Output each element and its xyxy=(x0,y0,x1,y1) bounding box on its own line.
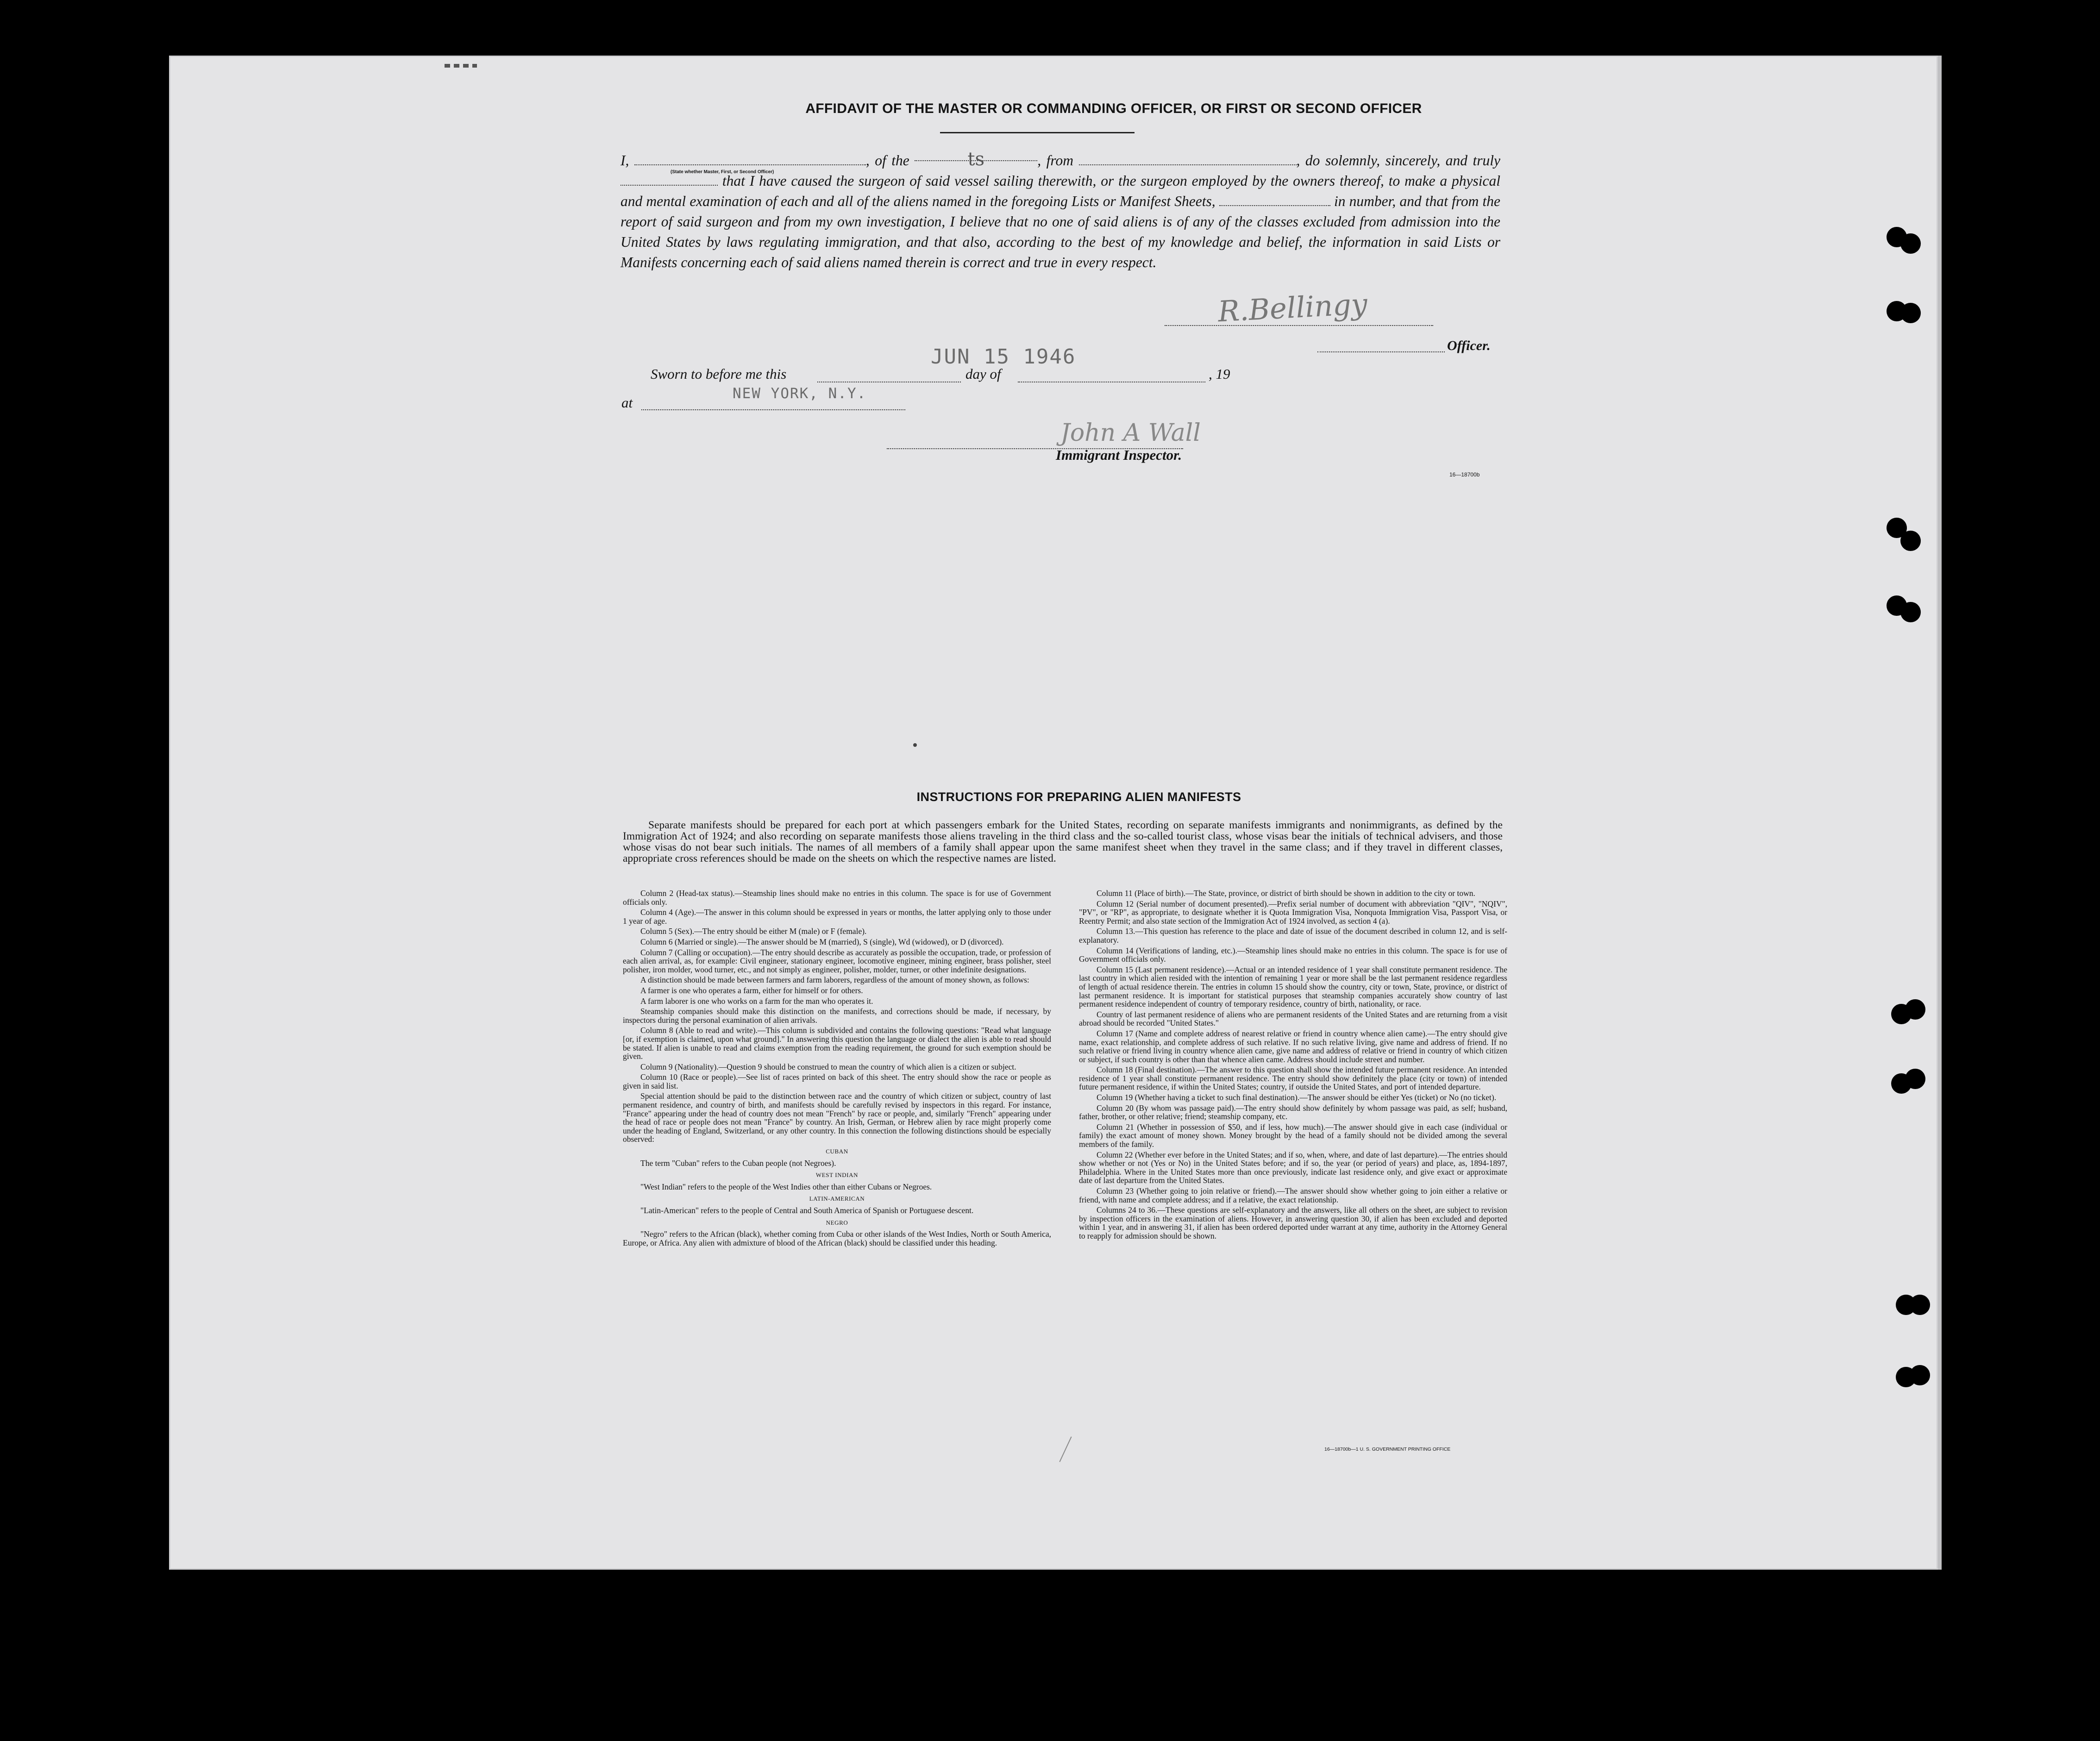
instruction-paragraph: A farm laborer is one who works on a farm for the man who operates it. xyxy=(640,996,873,1006)
instruction-paragraph: Column 13.—This question has reference to the place and date of issue of the document described in column 12, and is self-explanatory. xyxy=(1079,927,1507,945)
word-do: , do xyxy=(1296,152,1320,169)
instruction-paragraph: "Latin-American" refers to the people of Central and South America of Spanish or Portuguese descent. xyxy=(640,1206,974,1215)
sworn-text: Sworn to before me this xyxy=(651,366,787,382)
heading-cuban: CUBAN xyxy=(826,1148,848,1155)
instruction-paragraph: Column 14 (Verifications of landing, etc.).—Steamship lines should make no entries in this column. The space is for use of Government officials only. xyxy=(1079,946,1507,964)
punch-hole xyxy=(1910,1295,1930,1315)
margin-mark xyxy=(445,64,477,68)
instructions-title: INSTRUCTIONS FOR PREPARING ALIEN MANIFESTS xyxy=(916,790,1241,804)
punch-hole xyxy=(1905,999,1925,1020)
instruction-paragraph: Column 17 (Name and complete address of nearest relative or friend in country whence alien came).—The entry should give name, exact relationship, and complete address of such relative. If no such relative living, give name and address of friend. If no such relative or friend living in country whence alien came, give name and address of relative or friend in country of which citizen or subject, if such country is other than that whence alien came. Address should include street and number. xyxy=(1079,1028,1507,1064)
ship-name-handwriting: ts xyxy=(967,149,985,170)
title-underline xyxy=(940,132,1135,133)
document-page xyxy=(169,56,1938,1570)
day-of-label: day of xyxy=(965,366,1001,382)
affidavit-text-2: in number, and that from the report of said surgeon and from my own investigation, I believe that no one of said aliens is of any of the classes excluded from admission into the United States by laws regulating immigration, and that also, according to the best of my knowledge and belief, the information in said Lists or Manifests concerning each of said aliens named therein is correct and true in every respect. xyxy=(621,193,1501,270)
sheet-count-blank xyxy=(1219,194,1330,206)
instruction-paragraph: Column 21 (Whether in possession of $50, and if less, how much).—The answer should give in each case (individual or family) the exact amount of money shown. Money brought by the head of a family should not be divided among the several members of the family. xyxy=(1079,1122,1507,1149)
heading-west-indian: WEST INDIAN xyxy=(815,1171,859,1179)
instruction-paragraph: Column 23 (Whether going to join relative or friend).—The answer should show whether going to join either a relative or friend, with name and complete address; and if a relative, the exact relationship. xyxy=(1079,1186,1507,1204)
port-from-blank xyxy=(1079,153,1297,165)
inspector-label: Immigrant Inspector. xyxy=(1056,447,1182,463)
instruction-paragraph: Special attention should be paid to the distinction between race and the country of which citizen or subject, country of last permanent residence, and country of birth, and manifests should be carefully revised by inspectors in this regard. For instance, "France" appearing under the head of country does not mean "French" by race or people, and, similarly "French" appearing under the head of race or people does not mean "France" by country. An Irish, German, or Hebrew alien by race might properly come under the heading of England, Switzerland, or any other country. In this connection the following distinctions should be especially observed: xyxy=(623,1091,1051,1144)
instruction-paragraph: Column 2 (Head-tax status).—Steamship lines should make no entries in this column. The space is for use of Government officials only. xyxy=(623,889,1051,907)
place-stamp: NEW YORK, N.Y. xyxy=(733,385,867,402)
instruction-paragraph: Country of last permanent residence of aliens who are permanent residents of the United States and are returning from a visit abroad should be recorded "United States." xyxy=(1079,1009,1507,1028)
instruction-paragraph: Column 6 (Married or single).—The answer should be M (married), S (single), Wd (widowed), or D (divorced). xyxy=(640,937,1004,946)
instruction-paragraph: Steamship companies should make this distinction on the manifests, and corrections should be made, if necessary, by inspectors during the personal examination of alien arrivals. xyxy=(623,1007,1051,1025)
punch-hole xyxy=(1900,303,1921,323)
month-line xyxy=(1018,381,1205,382)
officer-rank-note: (State whether Master, First, or Second Officer) xyxy=(671,169,774,175)
instruction-paragraph: Column 8 (Able to read and write).—This column is subdivided and contains the following questions: "Read what language [or, if exemption is claimed, upon what ground]." In answering this question the language or dialect the alien is able to read should be stated. If alien is unable to read and claims exemption from the reading requirement, the ground for such exemption should be given. xyxy=(623,1026,1051,1061)
officer-line xyxy=(1317,351,1445,352)
instruction-paragraph: "West Indian" refers to the people of the West Indies other than either Cubans or Negroes. xyxy=(640,1182,932,1191)
officer-rank-blank xyxy=(634,153,866,165)
instruction-paragraph: A distinction should be made between farmers and farm laborers, regardless of the amount of money shown, as follows: xyxy=(640,975,1029,985)
officer-signature: R.Bellingy xyxy=(1217,287,1368,329)
heading-negro: NEGRO xyxy=(826,1219,848,1226)
instruction-paragraph: Column 10 (Race or people).—See list of races printed on back of this sheet. The entry should show the race or people as given in said list. xyxy=(623,1072,1051,1090)
heading-latin-american: LATIN-AMERICAN xyxy=(809,1195,865,1202)
signature-line xyxy=(1165,324,1433,326)
instructions-left-column xyxy=(623,889,1051,1249)
at-label: at xyxy=(621,395,633,411)
punch-hole xyxy=(1910,1365,1930,1385)
punch-hole xyxy=(1900,602,1921,622)
instruction-paragraph: Column 11 (Place of birth).—The State, province, or district of birth should be shown in addition to the city or town. xyxy=(1097,889,1475,898)
place-line xyxy=(641,408,905,410)
date-stamp: JUN 15 1946 xyxy=(931,345,1076,369)
instruction-paragraph: A farmer is one who operates a farm, either for himself or for others. xyxy=(640,985,863,995)
punch-hole xyxy=(1900,233,1921,254)
page-edge xyxy=(1938,56,1942,1570)
speck xyxy=(913,743,917,747)
ship-name-blank xyxy=(915,149,1037,170)
instruction-paragraph: Column 15 (Last permanent residence).—Actual or an intended residence of 1 year shall constitute permanent residence. The last country in which alien resided with the intention of remaining 1 year or more shall be the last permanent residence regardless of length of actual residence therein. The entries in column 15 should show the country, city or town, State, province, or district of last permanent residence. It is important for statistical purposes that steamship companies accurately show country of last permanent residence independent of country of temporary residence, country of birth, nationality, or race. xyxy=(1079,964,1507,1009)
word-from: , from xyxy=(1037,152,1074,169)
instruction-paragraph: Column 12 (Serial number of document presented).—Prefix serial number of document with abbreviation "QIV", "NQIV", "PV", or "RP", as appropriate, to designate whether it is Quota Immigration Visa, Nonquota Immigration Visa, Passport Visa, or Reentry Permit; and also state section of the Immigration Act of 1924 involved, as section 4 (a). xyxy=(1079,899,1507,926)
punch-hole xyxy=(1900,531,1921,551)
instructions-right-column xyxy=(1079,889,1507,1242)
sworn-blank xyxy=(621,174,718,186)
instructions-intro: Separate manifests should be prepared for each port at which passengers embark for the United States, recording on separate manifests immigrants and nonimmigrants, as defined by the Immigration Act of 1924; and also recording on separate manifests those aliens traveling in the third class and the so-called tourist class, whose visas bear the initials of technical advisers, and those whose visas do not bear such initials. The names of all members of a family shall appear upon the same manifest sheet when they travel in the same class; and if they travel in different classes, appropriate cross references should be made on the sheets on which the respective names are listed. xyxy=(623,819,1503,864)
word-solemnly: solemnly, sincerely, and truly xyxy=(1325,152,1501,169)
instruction-paragraph: Column 20 (By whom was passage paid).—The entry should show definitely by whom passage was paid, as self; husband, father, brother, or other relative; friend; steamship company, etc. xyxy=(1079,1103,1507,1121)
instruction-paragraph: Column 5 (Sex).—The entry should be either M (male) or F (female). xyxy=(640,927,867,936)
affidavit-title: AFFIDAVIT OF THE MASTER OR COMMANDING OFFICER, OR FIRST OR SECOND OFFICER xyxy=(805,101,1422,116)
instruction-paragraph: Column 4 (Age).—The answer in this column should be expressed in years or months, the latter applying only to those under 1 year of age. xyxy=(623,908,1051,926)
word-i: I, xyxy=(621,152,629,169)
instruction-paragraph: Column 7 (Calling or occupation).—The entry should describe as accurately as possible the occupation, trade, or profession of each alien arrival, as, for example: Civil engineer, stationary engineer, locomotive engineer, mining engineer, brass polisher, steel polisher, iron molder, wood turner, etc., and not simply as engineer, polisher, molder, turner, or other indefinite designations. xyxy=(623,947,1051,974)
year-label: , 19 xyxy=(1209,366,1230,382)
instruction-paragraph: Columns 24 to 36.—These questions are self-explanatory and the answers, like all others on the sheet, are subject to revision by inspection officers in the examination of aliens. However, in answering question 30, if alien has been excluded and deported within 1 year, and in answering 31, if alien has been ordered deported under warrant at any time, authority in the Attorney General to reapply for admission should be shown. xyxy=(1079,1205,1507,1240)
instruction-paragraph: Column 22 (Whether ever before in the United States; and if so, when, where, and date of last departure).—The entries should show whether or not (Yes or No) in the United States before; and if so, the year (or period of years) and place, as, 1894-1897, Philadelphia. Where in the United States more than once previously, indicate last residence only, and give exact or approximate date of last departure from the United States. xyxy=(1079,1150,1507,1185)
punch-hole xyxy=(1905,1069,1925,1089)
instruction-paragraph: Column 19 (Whether having a ticket to such final destination).—The answer should be either Yes (ticket) or No (no ticket). xyxy=(1097,1093,1497,1102)
officer-label: Officer. xyxy=(1447,338,1491,353)
instruction-paragraph: Column 9 (Nationality).—Question 9 should be construed to mean the country of which alien is a citizen or subject. xyxy=(640,1062,1016,1071)
instruction-paragraph: Column 18 (Final destination).—The answer to this question shall show the intended future permanent residence. An intended residence of 1 year shall constitute permanent residence. The entry should show definitely the place (city or town) of intended future permanent residence, if within the United States; country, if outside the United States, and port of intended departure. xyxy=(1079,1065,1507,1092)
instruction-paragraph: "Negro" refers to the African (black), whether coming from Cuba or other islands of the West Indies, North or South America, Europe, or Africa. Any alien with admixture of blood of the African (black) should be classified under this heading. xyxy=(623,1229,1051,1247)
sworn-day-line xyxy=(817,381,961,382)
affidavit-text-1: that I have caused the surgeon of said vessel sailing therewith, or the surgeon employed by the owners thereof, to make a physical and mental examination of each and all of the aliens named in the foregoing Lists or Manifest Sheets, xyxy=(621,173,1500,209)
printing-office-footer: 16—18700b—1 U. S. GOVERNMENT PRINTING OFFICE xyxy=(1324,1447,1451,1452)
form-number: 16—18700b xyxy=(1449,471,1480,478)
word-of-the: , of the xyxy=(865,152,909,169)
inspector-signature: John A Wall xyxy=(1060,419,1201,447)
instruction-paragraph: The term "Cuban" refers to the Cuban people (not Negroes). xyxy=(640,1158,836,1168)
affidavit-body xyxy=(621,149,1500,273)
